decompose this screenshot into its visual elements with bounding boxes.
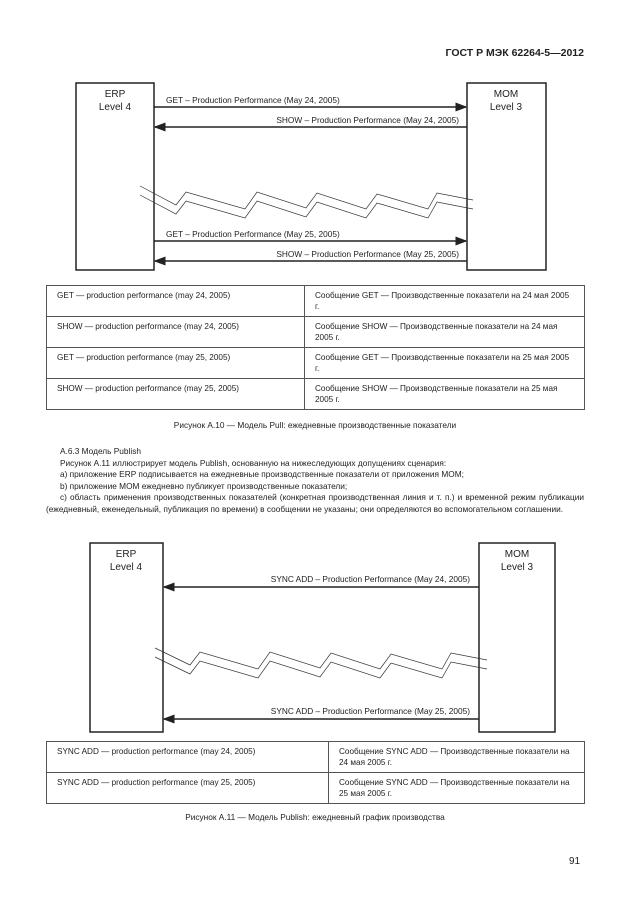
time-break-line <box>140 186 473 209</box>
table-row <box>47 742 585 773</box>
page-number: 91 <box>569 856 581 867</box>
cell-en: SHOW — production performance (may 24, 2005) <box>47 317 305 348</box>
mom-level: Level 3 <box>500 562 534 573</box>
cell-en: SYNC ADD — production performance (may 24, 2005) <box>47 742 329 773</box>
erp-label: ERP <box>104 89 126 100</box>
table-row <box>47 379 585 410</box>
erp-level: Level 4 <box>109 562 143 573</box>
figure-a11-legend-table <box>46 741 585 804</box>
cell-en: SYNC ADD — production performance (may 25, 2005) <box>47 773 329 804</box>
message-label: SHOW – Production Performance (May 24, 2005) <box>276 115 459 125</box>
message-label: SHOW – Production Performance (May 25, 2005) <box>276 249 459 259</box>
paragraph: Рисунок А.11 иллюстрирует модель Publish, основанную на нижеследующих допущениях сценария: <box>60 457 447 468</box>
time-break-line <box>155 648 487 669</box>
cell-en: SHOW — production performance (may 25, 2005) <box>47 379 305 410</box>
erp-level: Level 4 <box>98 102 132 113</box>
table-row <box>47 348 585 379</box>
table-row <box>47 286 585 317</box>
figure-a10-caption: Рисунок А.10 — Модель Pull: ежедневные производственные показатели <box>173 420 457 430</box>
message-label: SYNC ADD – Production Performance (May 25, 2005) <box>270 706 470 716</box>
table-row <box>47 773 585 804</box>
paragraph: a) приложение ERP подписывается на ежедневные производственные показатели от приложения MOM; <box>60 469 464 480</box>
cell-en: GET — production performance (may 24, 2005) <box>47 286 305 317</box>
paragraph: c) область применения производственных показателей (конкретная производственная линия и т. п.) и временной режим публикации (ежедневный, еженедельный, публикация по времени) в сообщении не указаны; они определяются во вспомогательном соглашении. <box>46 492 584 514</box>
cell-ru: Сообщение SYNC ADD — Производственные показатели на 24 мая 2005 г. <box>329 742 585 773</box>
figure-a11-caption: Рисунок А.11 — Модель Publish: ежедневный график производства <box>185 812 445 822</box>
section-text <box>46 446 584 516</box>
paragraph: b) приложение MOM ежедневно публикует производственные показатели; <box>60 480 348 491</box>
mom-level: Level 3 <box>489 102 523 113</box>
cell-ru: Сообщение SHOW — Производственные показатели на 25 мая 2005 г. <box>305 379 585 410</box>
cell-ru: Сообщение SHOW — Производственные показатели на 24 мая 2005 г. <box>305 317 585 348</box>
table-row <box>47 317 585 348</box>
figure-a10-legend-table <box>46 285 585 410</box>
erp-label: ERP <box>115 549 137 560</box>
mom-label: MOM <box>504 549 530 560</box>
message-label: GET – Production Performance (May 24, 2005) <box>166 95 340 105</box>
time-break-line <box>140 195 473 218</box>
cell-en: GET — production performance (may 25, 2005) <box>47 348 305 379</box>
standard-header: ГОСТ Р МЭК 62264-5—2012 <box>445 47 584 59</box>
section-heading: А.6.3 Модель Publish <box>60 446 141 456</box>
message-label: SYNC ADD – Production Performance (May 24, 2005) <box>270 574 470 584</box>
mom-label: MOM <box>493 89 519 100</box>
figure-a11-diagram <box>90 543 555 732</box>
figure-a10-diagram <box>76 83 546 270</box>
cell-ru: Сообщение GET — Производственные показатели на 24 мая 2005 г. <box>305 286 585 317</box>
cell-ru: Сообщение GET — Производственные показатели на 25 мая 2005 г. <box>305 348 585 379</box>
message-label: GET – Production Performance (May 25, 2005) <box>166 229 340 239</box>
cell-ru: Сообщение SYNC ADD — Производственные показатели на 25 мая 2005 г. <box>329 773 585 804</box>
